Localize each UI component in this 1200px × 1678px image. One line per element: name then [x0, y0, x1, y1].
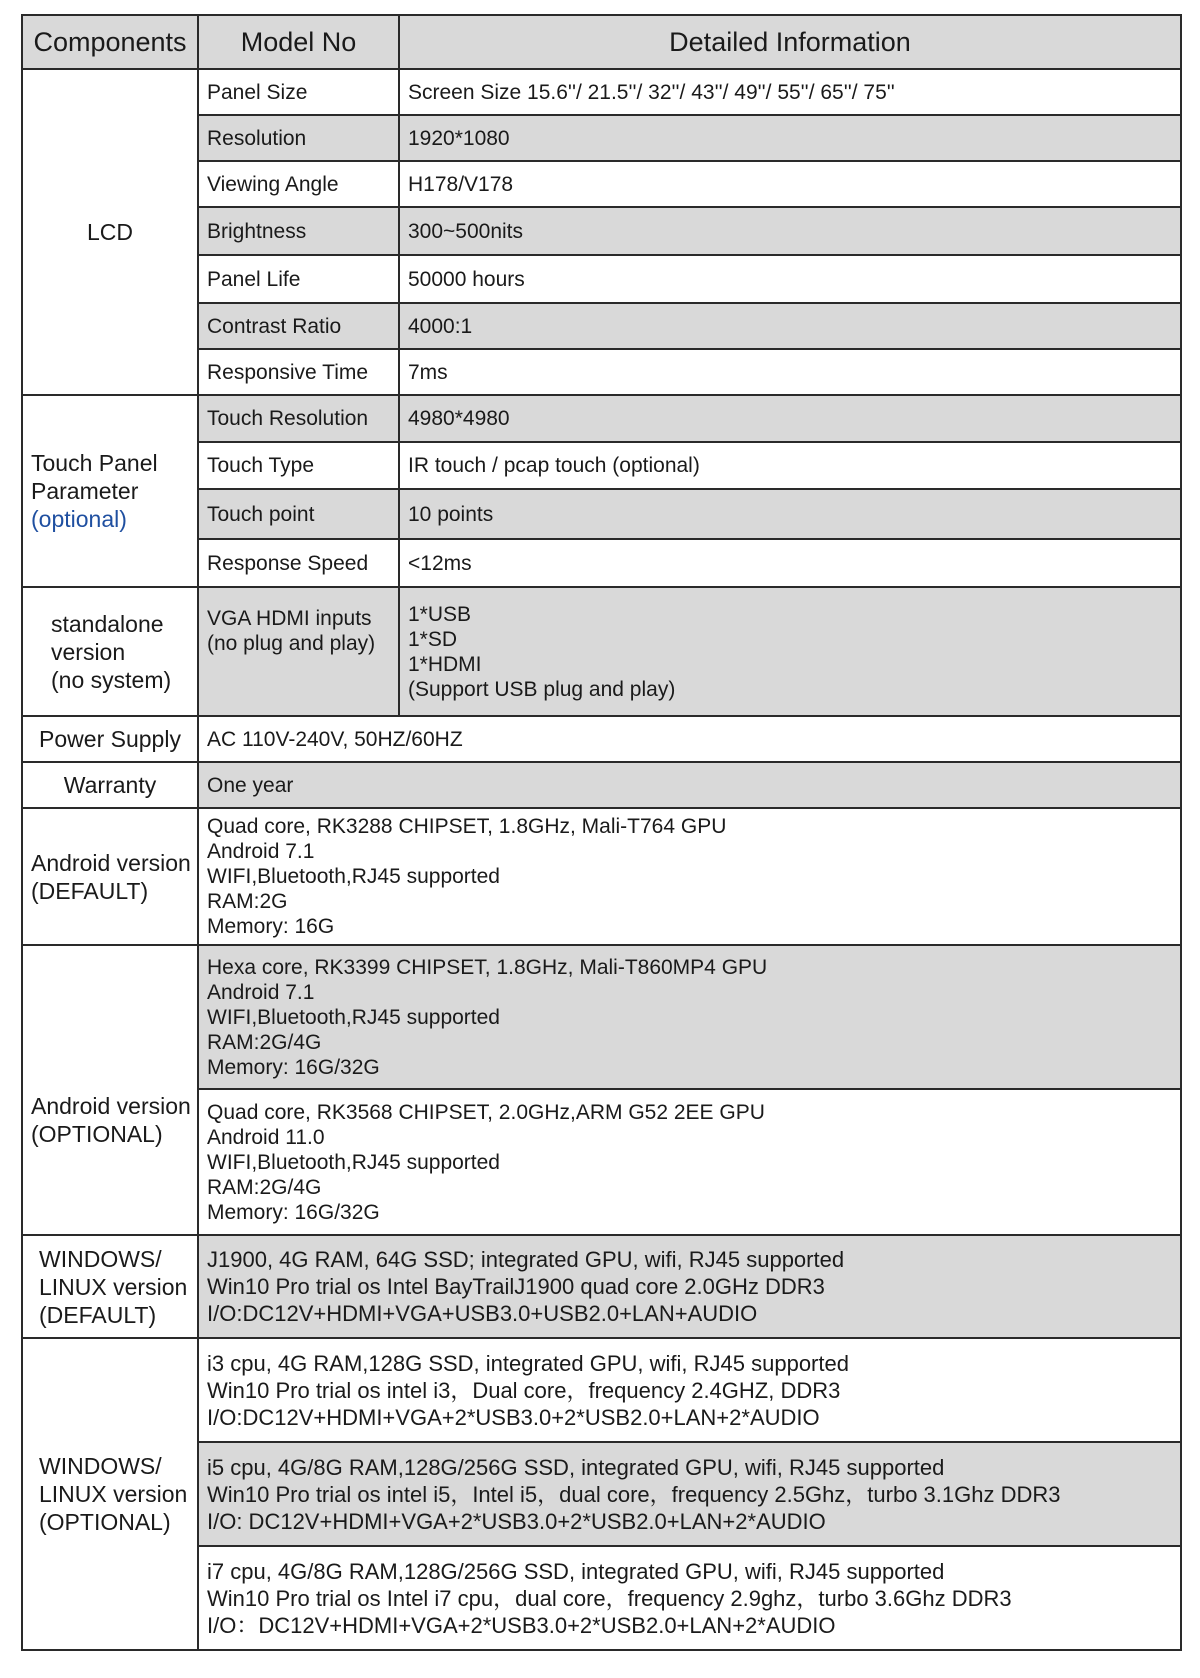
header-row [22, 15, 1181, 69]
detail-cell: 1920*1080 [399, 115, 1181, 161]
detail-line: Win10 Pro trial os intel i5，Intel i5，dual core，frequency 2.5Ghz，turbo 3.1Ghz DDR3 [207, 1481, 1061, 1507]
power-component: Power Supply [22, 716, 198, 762]
windows-default-row [22, 1235, 1181, 1338]
component-line: (OPTIONAL) [31, 1121, 163, 1147]
detail-line: Win10 Pro trial os Intel BayTrailJ1900 quad core 2.0GHz DDR3 [207, 1274, 825, 1299]
detail-line: I/O：DC12V+HDMI+VGA+2*USB3.0+2*USB2.0+LAN+2*AUDIO [207, 1612, 836, 1638]
component-line: version [51, 638, 126, 665]
component-line: standalone [51, 610, 164, 637]
touch-row-resolution [22, 395, 1181, 442]
detail-line: RAM:2G [207, 890, 288, 913]
touch-component [22, 395, 198, 587]
component-line: WINDOWS/ [39, 1453, 162, 1479]
component-line: LINUX version [39, 1481, 188, 1507]
windows-optional-detail [198, 1442, 1181, 1546]
windows-optional-detail [198, 1546, 1181, 1650]
detail-line: WIFI,Bluetooth,RJ45 supported [207, 1150, 500, 1174]
android-default-row [22, 808, 1181, 945]
detail-line: (Support USB plug and play) [408, 677, 676, 701]
standalone-row [22, 587, 1181, 716]
detail-line: WIFI,Bluetooth,RJ45 supported [207, 865, 500, 888]
detail-line: Android 7.1 [207, 840, 315, 863]
detail-line: Quad core, RK3568 CHIPSET, 2.0GHz,ARM G52 2EE GPU [207, 1100, 765, 1124]
windows-optional-component [22, 1338, 198, 1650]
detail-cell: 7ms [399, 349, 1181, 395]
component-line: (DEFAULT) [39, 1301, 157, 1328]
model-cell: Panel Life [198, 255, 399, 303]
power-row [22, 716, 1181, 762]
touch-component-line1: Touch Panel [31, 450, 158, 476]
detail-line: I/O:DC12V+HDMI+VGA+2*USB3.0+2*USB2.0+LAN+2*AUDIO [207, 1404, 820, 1430]
detail-line: Android 7.1 [207, 980, 315, 1004]
component-line: (DEFAULT) [31, 877, 149, 904]
windows-default-component [22, 1235, 198, 1338]
standalone-model [198, 587, 399, 716]
model-cell: Touch point [198, 489, 399, 539]
model-cell: Panel Size [198, 69, 399, 115]
detail-cell: 4980*4980 [399, 395, 1181, 442]
android-default-detail [198, 808, 1181, 945]
model-cell: Responsive Time [198, 349, 399, 395]
android-optional-detail [198, 945, 1181, 1089]
component-line: (OPTIONAL) [39, 1509, 171, 1535]
touch-component-line2: Parameter [31, 478, 139, 504]
header-model-no: Model No [198, 15, 399, 69]
detail-line: i3 cpu, 4G RAM,128G SSD, integrated GPU, wifi, RJ45 supported [207, 1350, 849, 1376]
standalone-detail [399, 587, 1181, 716]
android-optional-detail [198, 1089, 1181, 1235]
detail-cell: IR touch / pcap touch (optional) [399, 442, 1181, 489]
detail-line: J1900, 4G RAM, 64G SSD; integrated GPU, wifi, RJ45 supported [207, 1247, 845, 1272]
lcd-component: LCD [22, 69, 198, 395]
detail-line: Memory: 16G/32G [207, 1055, 380, 1079]
detail-line: WIFI,Bluetooth,RJ45 supported [207, 1005, 500, 1029]
detail-line: RAM:2G/4G [207, 1030, 322, 1054]
model-cell: Contrast Ratio [198, 303, 399, 349]
header-detailed-information: Detailed Information [399, 15, 1181, 69]
detail-line: Win10 Pro trial os Intel i7 cpu，dual core，frequency 2.9ghz，turbo 3.6Ghz DDR3 [207, 1585, 1012, 1611]
windows-optional-row-i3 [22, 1338, 1181, 1442]
power-detail: AC 110V-240V, 50HZ/60HZ [198, 716, 1181, 762]
android-optional-row-rk3399 [22, 945, 1181, 1089]
spec-table [21, 14, 1182, 1651]
detail-cell: Screen Size 15.6''/ 21.5''/ 32''/ 43''/ 49''/ 55''/ 65''/ 75'' [399, 69, 1181, 115]
android-default-component [22, 808, 198, 945]
component-line: (no system) [51, 666, 172, 693]
model-cell: Touch Type [198, 442, 399, 489]
model-cell: Viewing Angle [198, 161, 399, 207]
detail-line: Hexa core, RK3399 CHIPSET, 1.8GHz, Mali-T860MP4 GPU [207, 955, 768, 979]
detail-line: 1*HDMI [408, 652, 482, 676]
model-cell: Resolution [198, 115, 399, 161]
detail-line: I/O: DC12V+HDMI+VGA+2*USB3.0+2*USB2.0+LAN+2*AUDIO [207, 1508, 826, 1534]
component-line: Android version [31, 849, 191, 876]
detail-line: Android 11.0 [207, 1125, 325, 1149]
touch-component-optional: (optional) [31, 506, 127, 532]
header-components: Components [22, 15, 198, 69]
detail-cell: 4000:1 [399, 303, 1181, 349]
component-line: WINDOWS/ [39, 1245, 162, 1272]
model-cell: Touch Resolution [198, 395, 399, 442]
warranty-component: Warranty [22, 762, 198, 808]
detail-line: 1*USB [408, 602, 472, 626]
model-line: VGA HDMI inputs [207, 607, 372, 630]
standalone-component [22, 587, 198, 716]
detail-cell: <12ms [399, 539, 1181, 587]
detail-line: Quad core, RK3288 CHIPSET, 1.8GHz, Mali-T764 GPU [207, 815, 727, 838]
component-line: Android version [31, 1093, 191, 1119]
detail-cell: H178/V178 [399, 161, 1181, 207]
detail-cell: 300~500nits [399, 207, 1181, 255]
detail-line: 1*SD [408, 627, 458, 651]
model-cell: Brightness [198, 207, 399, 255]
model-line: (no plug and play) [207, 632, 376, 655]
warranty-row [22, 762, 1181, 808]
detail-cell: 50000 hours [399, 255, 1181, 303]
detail-cell: 10 points [399, 489, 1181, 539]
detail-line: Memory: 16G/32G [207, 1200, 380, 1224]
windows-default-detail [198, 1235, 1181, 1338]
component-line: LINUX version [39, 1273, 188, 1300]
windows-optional-detail [198, 1338, 1181, 1442]
android-optional-component [22, 945, 198, 1235]
detail-line: RAM:2G/4G [207, 1175, 322, 1199]
lcd-row-panel-size [22, 69, 1181, 115]
model-cell: Response Speed [198, 539, 399, 587]
detail-line: I/O:DC12V+HDMI+VGA+USB3.0+USB2.0+LAN+AUDIO [207, 1301, 758, 1326]
detail-line: i5 cpu, 4G/8G RAM,128G/256G SSD, integrated GPU, wifi, RJ45 supported [207, 1454, 945, 1480]
detail-line: Win10 Pro trial os intel i3，Dual core，frequency 2.4GHZ, DDR3 [207, 1377, 841, 1403]
detail-line: Memory: 16G [207, 915, 335, 938]
detail-line: i7 cpu, 4G/8G RAM,128G/256G SSD, integrated GPU, wifi, RJ45 supported [207, 1558, 945, 1584]
warranty-detail: One year [198, 762, 1181, 808]
